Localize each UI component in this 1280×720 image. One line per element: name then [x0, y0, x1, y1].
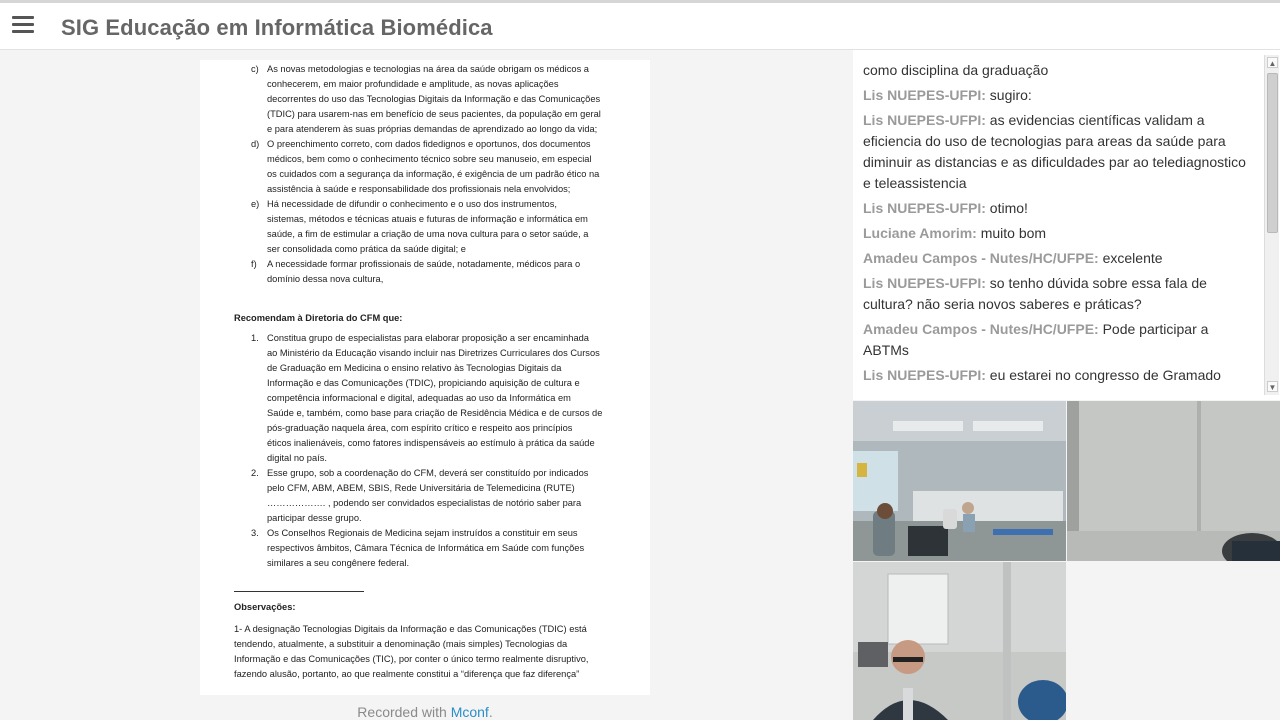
chat-sender: Lis NUEPES-UFPI: [863, 87, 986, 103]
slide-text-line: similares a seu congênere federal. [267, 558, 410, 568]
slide-text-line: participar desse grupo. [267, 513, 362, 523]
scroll-down-icon[interactable]: ▼ [1268, 383, 1277, 392]
chat-sender: Amadeu Campos - Nutes/HC/UFPE: [863, 250, 1099, 266]
slide-item-marker: 2. [251, 468, 259, 478]
chat-sender: Lis NUEPES-UFPI: [863, 275, 986, 291]
scrollbar-thumb[interactable] [1267, 73, 1278, 233]
slide-text-line: os cuidados com a segurança da informação, é exigência de um padrão ético na [267, 169, 600, 179]
app-title: SIG Educação em Informática Biomédica [61, 15, 493, 40]
slide-item-marker: c) [251, 64, 259, 74]
chat-message [863, 110, 1255, 194]
slide-text-line: e para atenderem às suas próprias demandas de aprendizado ao longo da vida; [267, 124, 598, 134]
slide-divider [234, 591, 364, 592]
slide-text-line: sistemas, métodos e técnicas atuais e futuras de informação e informática em [267, 214, 588, 224]
slide-list-item [200, 526, 650, 571]
slide-text-line: pós-graduação naquela área, com espírito crítico e respeito aos princípios [267, 423, 573, 433]
slide-text-line: conhecerem, em maior profundidade e amplitude, as novas aplicações [267, 79, 559, 89]
slide-list-item [200, 197, 650, 257]
chat-text: Pode participar a ABTMs [863, 321, 1209, 358]
slide-list-item [200, 466, 650, 526]
slide-text-line: pelo CFM, ABM, ABEM, SBIS, Rede Universitária de Telemedicina (RUTE) [267, 483, 575, 493]
webcam-video-presenter [853, 562, 1066, 720]
slide-observation-line: fazendo alusão, portanto, ao que realmente constitui a “diferença que faz diferença” [234, 669, 580, 679]
recorded-prefix: Recorded with [357, 704, 451, 720]
chat-scrollbar[interactable] [1264, 55, 1279, 395]
slide-list-item [200, 257, 650, 287]
chat-message [863, 223, 1255, 244]
top-bar [0, 0, 1280, 50]
slide-item-marker: d) [251, 139, 260, 149]
slide-list-item [200, 137, 650, 197]
slide-recommendation-heading: Recomendam à Diretoria do CFM que: [234, 313, 403, 323]
slide-text-line: Constitua grupo de especialistas para elaborar proposição a ser encaminhada [267, 333, 589, 343]
slide-text-line: Esse grupo, sob a coordenação do CFM, deverá ser constituído por indicados [267, 468, 589, 478]
slide-text-line: ………………. , podendo ser convidados especialistas de notório saber para [267, 498, 582, 508]
chat-text: excelente [1102, 250, 1163, 266]
chat-messages [863, 60, 1255, 390]
mconf-link[interactable]: Mconf [450, 704, 489, 720]
scroll-up-icon[interactable]: ▲ [1268, 59, 1277, 68]
chat-message [863, 319, 1255, 361]
slide-observation-line: tendendo, atualmente, a substituir a denominação (mais simples) Tecnologias da [234, 639, 568, 649]
chat-message [863, 365, 1255, 386]
slide-observation-line: 1- A designação Tecnologias Digitais da Informação e das Comunicações (TDIC) está [234, 624, 587, 634]
slide-text-line: Há necessidade de difundir o conhecimento e o uso dos instrumentos, [267, 199, 557, 209]
hamburger-menu-icon[interactable] [12, 16, 34, 38]
chat-text: otimo! [989, 200, 1028, 216]
slide-text-line: Informação e das Comunicações (TDIC), propiciando aquisição de cultura e [267, 378, 580, 388]
chat-sender: Lis NUEPES-UFPI: [863, 200, 986, 216]
recorded-suffix: . [488, 704, 493, 720]
slide-item-marker: 1. [251, 333, 259, 343]
slide-text-line: éticos inalienáveis, como fatores indispensáveis ao estímulo à prática da saúde [267, 438, 595, 448]
slide-text-line: médicos, bem como o conhecimento técnico sobre seu manuseio, em especial [267, 154, 592, 164]
slide-list-item [200, 62, 650, 137]
chat-text: muito bom [980, 225, 1047, 241]
slide-text-line: saúde, a fim de estimular a criação de uma nova cultura para o setor saúde, a [267, 229, 589, 239]
chat-sender: Lis NUEPES-UFPI: [863, 367, 986, 383]
recorded-with-footer [200, 704, 650, 720]
chat-message-continuation: como disciplina da graduação [863, 62, 1049, 78]
chat-panel [853, 50, 1280, 400]
chat-message [863, 85, 1255, 106]
slide-text-line: ser consolidada como prática da saúde digital; e [267, 244, 466, 254]
slide-text-line: Os Conselhos Regionais de Medicina sejam instruídos a constituir em seus [267, 528, 578, 538]
chat-text: as evidencias científicas validam a eficiencia do uso de tecnologias para areas da saúde para diminuir as distancias e as dificuldades par ao telediagnostico e teleassistencia [863, 112, 1246, 191]
slide-text-line: (TDIC) para usarem-nas em benefício de seus pacientes, da população em geral [267, 109, 601, 119]
slide-text-line: respectivos âmbitos, Câmara Técnica de Informática em Saúde com funções [267, 543, 585, 553]
slide-observation-line: Informação e das Comunicações (TIC), por conter o único termo realmente disruptivo, [234, 654, 589, 664]
slide-text-line: Saúde e, também, como base para criação de Residência Médica e de cursos de [267, 408, 603, 418]
slide-text-line: competência informacional e digital, adequadas ao uso da Informática em [267, 393, 571, 403]
slide-text-line: digital no país. [267, 453, 327, 463]
slide-item-marker: f) [251, 259, 257, 269]
slide-text-line: O preenchimento correto, com dados fidedignos e oportunos, dos documentos [267, 139, 591, 149]
chat-sender: Amadeu Campos - Nutes/HC/UFPE: [863, 321, 1099, 337]
slide-text-line: assistência à saúde e responsabilidade dos profissionais nela envolvidos; [267, 184, 571, 194]
chat-message [863, 198, 1255, 219]
slide-text-line: ao Ministério da Educação visando incluir nas Diretrizes Curriculares dos Cursos [267, 348, 600, 358]
slide-text-line: domínio dessa nova cultura, [267, 274, 384, 284]
slide-item-marker: e) [251, 199, 260, 209]
chat-text: sugiro: [989, 87, 1032, 103]
webcam-video-room [1067, 401, 1280, 561]
slide-text-line: A necessidade formar profissionais de saúde, notadamente, médicos para o [267, 259, 581, 269]
chat-text: eu estarei no congresso de Gramado [989, 367, 1221, 383]
webcam-video-classroom [853, 401, 1066, 561]
slide-observations-heading: Observações: [234, 602, 296, 612]
chat-text: so tenho dúvida sobre essa fala de cultura? não seria novos saberes e práticas? [863, 275, 1207, 312]
slide-item-marker: 3. [251, 528, 259, 538]
chat-message [863, 273, 1255, 315]
chat-sender: Luciane Amorim: [863, 225, 977, 241]
chat-sender: Lis NUEPES-UFPI: [863, 112, 986, 128]
chat-message [863, 248, 1255, 269]
slide-text-line: As novas metodologias e tecnologias na área da saúde obrigam os médicos a [267, 64, 589, 74]
slide-text-line: decorrentes do uso das Tecnologias Digitais da Informação e das Comunicações [267, 94, 601, 104]
slide-text-line: de Graduação em Medicina o ensino relativo às Tecnologias Digitais da [267, 363, 562, 373]
slide-list-item [200, 331, 650, 466]
presentation-slide [200, 60, 650, 695]
